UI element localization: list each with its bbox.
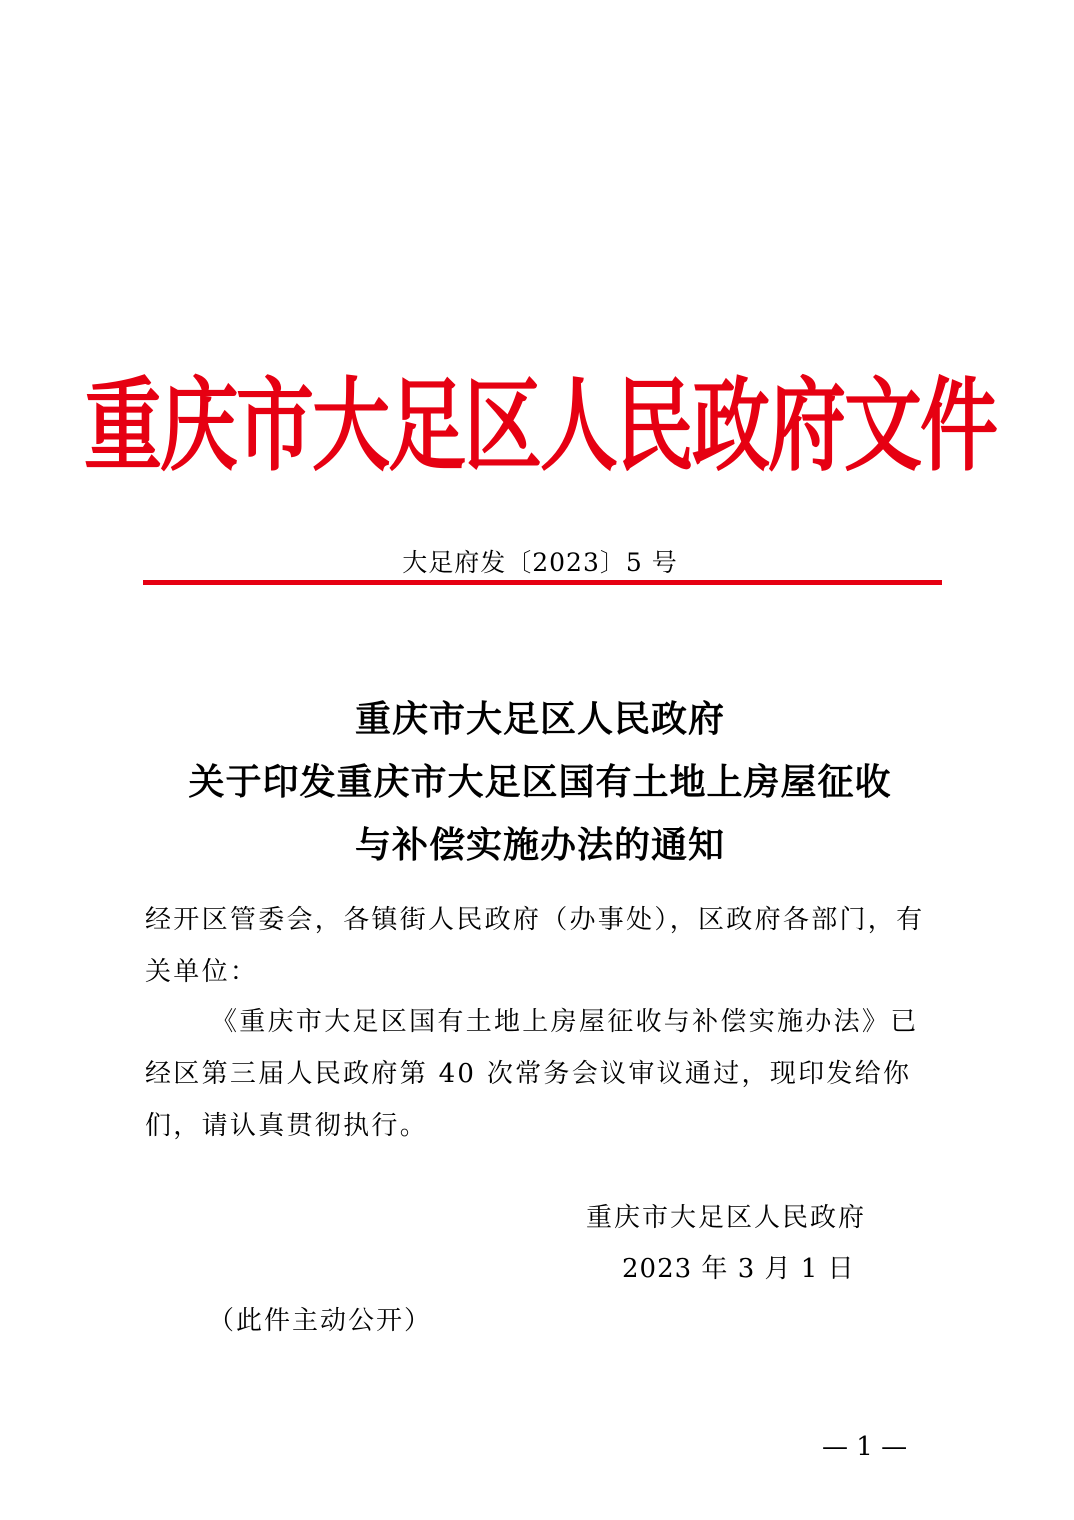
document-number: 大足府发〔2023〕5 号 bbox=[402, 548, 678, 577]
red-divider-line bbox=[143, 580, 942, 585]
notice-title-line-2: 关于印发重庆市大足区国有土地上房屋征收 bbox=[188, 761, 892, 803]
body-paragraph: 《重庆市大足区国有土地上房屋征收与补偿实施办法》已经区第三届人民政府第 40 次常务会议审议通过，现印发给你们，请认真贯彻执行。 bbox=[145, 1007, 919, 1141]
notice-title bbox=[120, 688, 960, 877]
issue-date: 2023 年 3 月 1 日 bbox=[622, 1254, 855, 1284]
masthead-title: 重庆市大足区人民政府文件 bbox=[84, 368, 997, 486]
notice-title-line-3: 与补偿实施办法的通知 bbox=[354, 824, 725, 866]
issuer-signature: 重庆市大足区人民政府 bbox=[586, 1203, 867, 1233]
notice-title-line-1: 重庆市大足区人民政府 bbox=[354, 698, 725, 740]
disclosure-note: （此件主动公开） bbox=[208, 1306, 433, 1336]
page-number: — 1 — bbox=[822, 1432, 908, 1462]
addressee: 经开区管委会，各镇街人民政府（办事处），区政府各部门，有关单位： bbox=[145, 905, 925, 987]
